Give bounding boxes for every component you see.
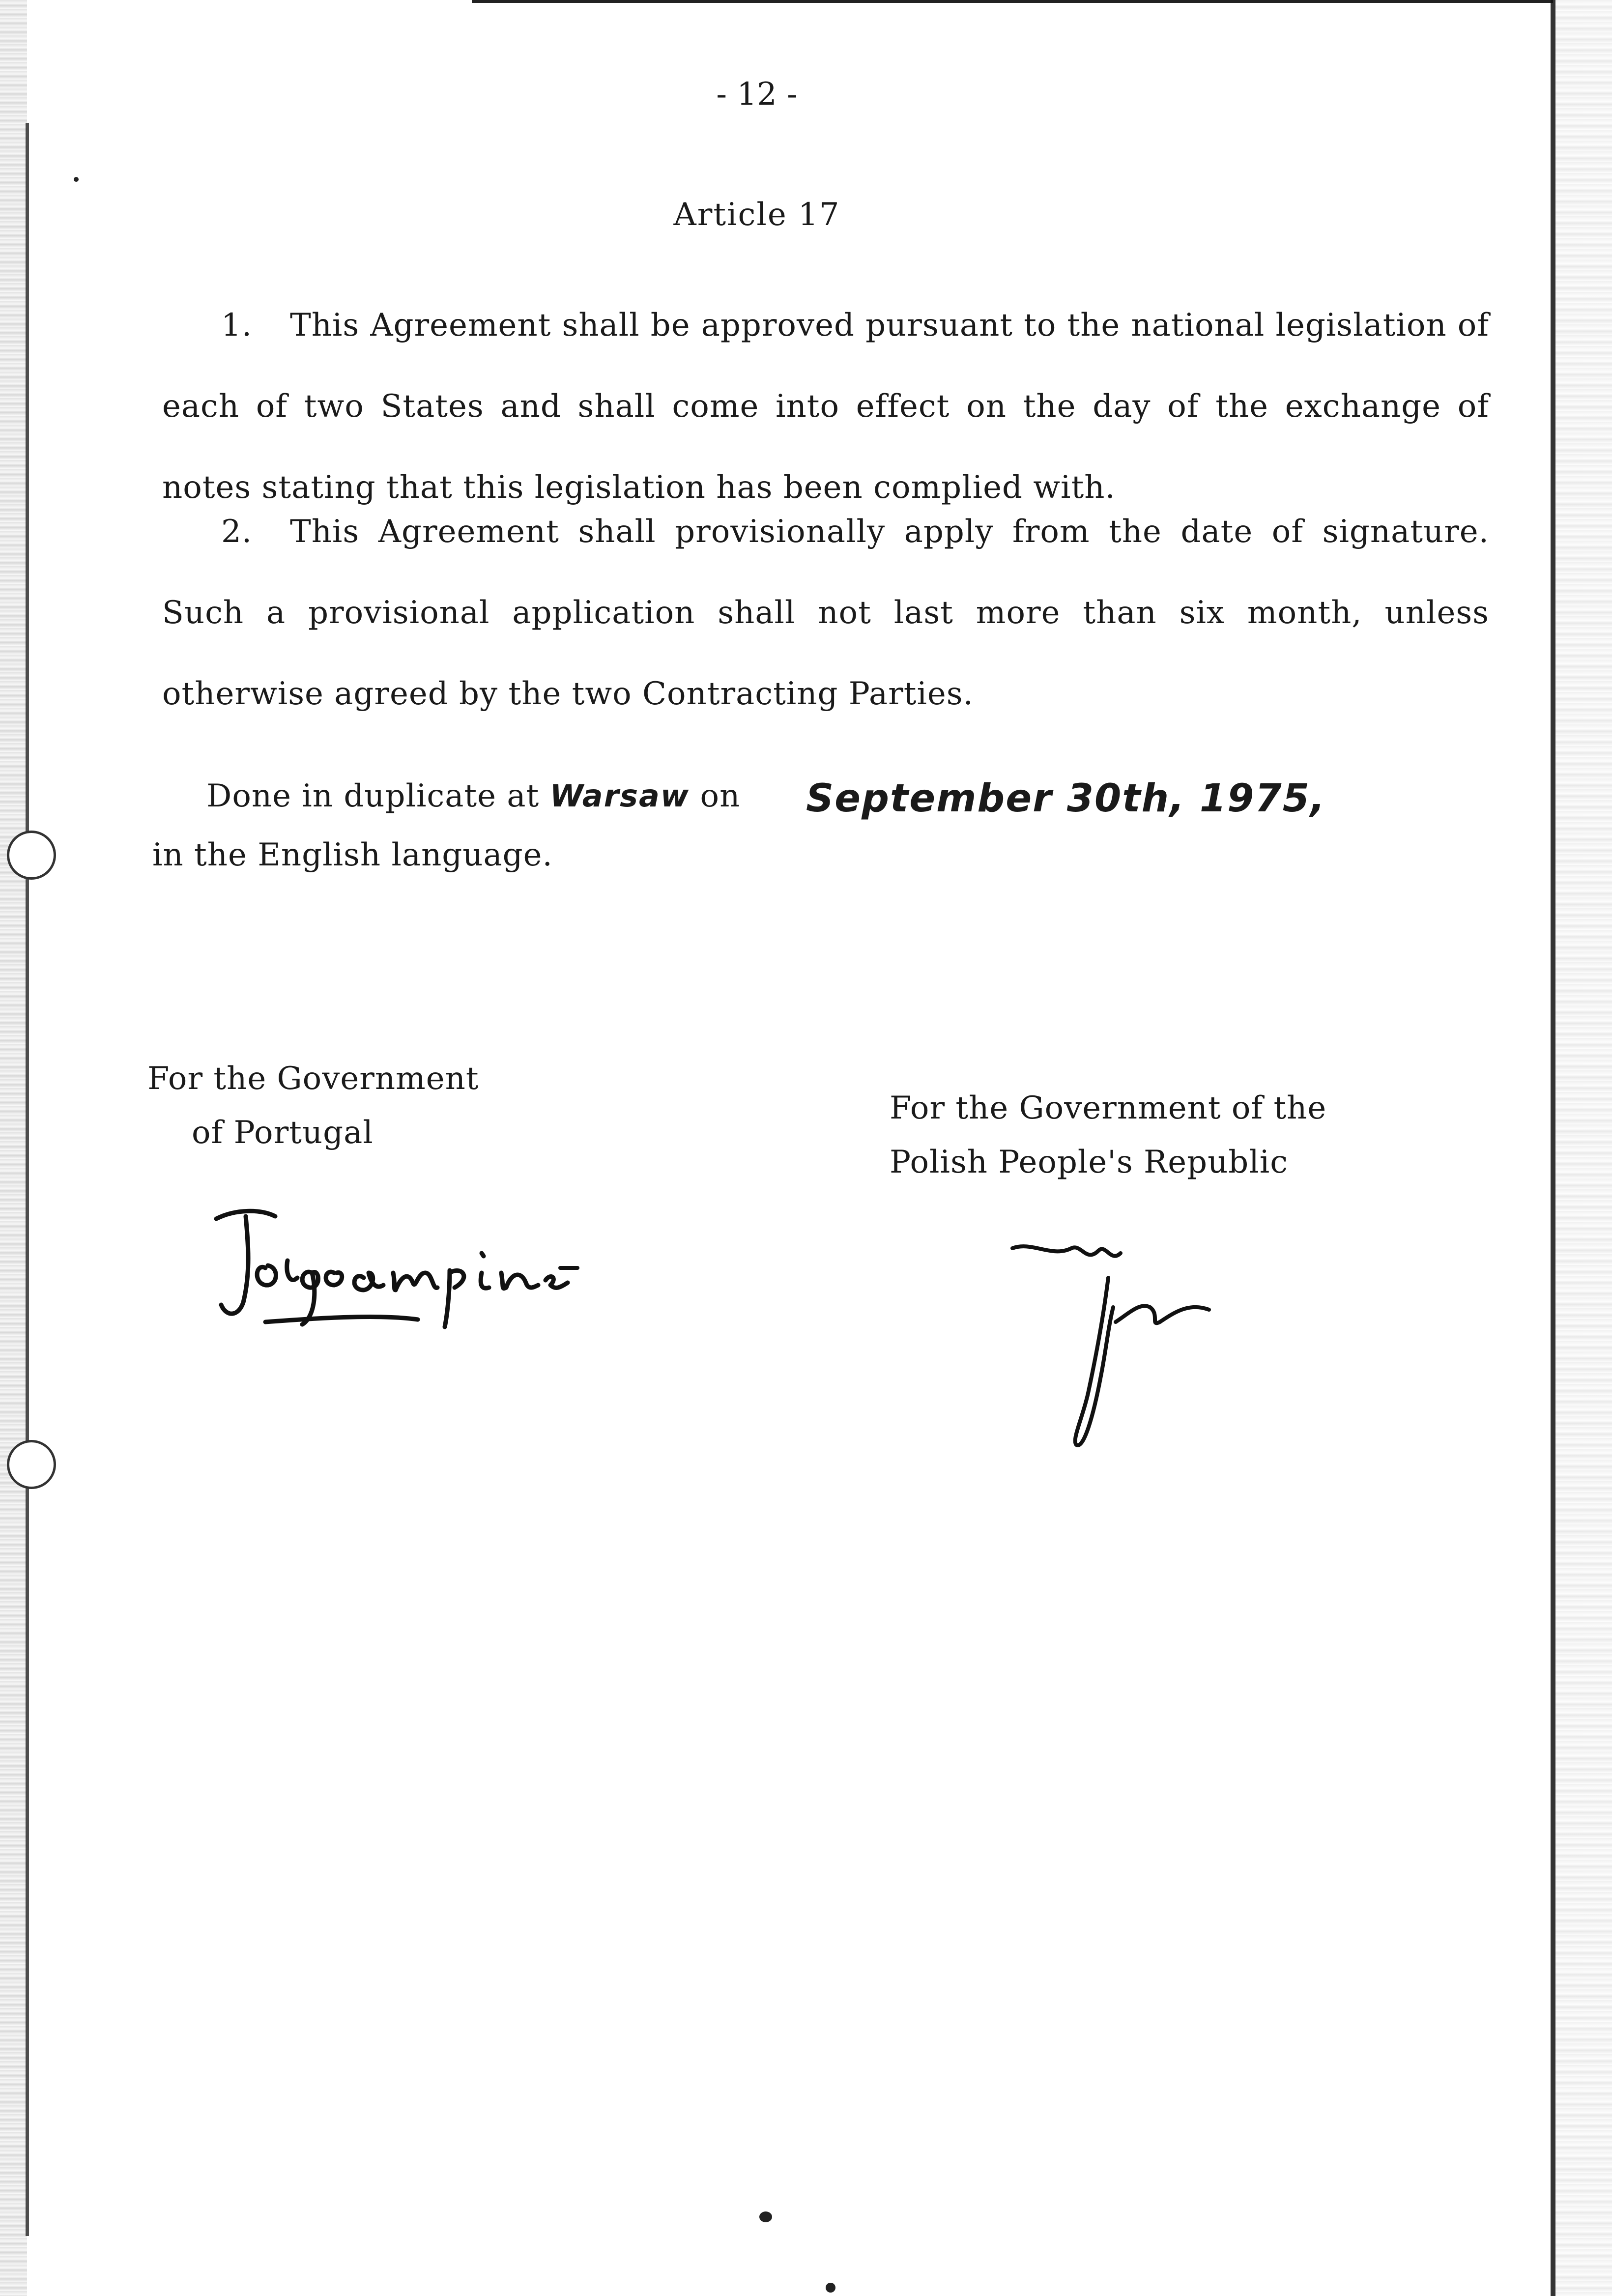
scan-speck — [74, 177, 79, 182]
paragraph-number: 1. — [221, 307, 253, 344]
page-edge-left — [26, 123, 29, 2236]
paragraph-text: This Agreement shall provisionally apply from the date of signature. Such a provisional application shall not last more than six month, unless otherwise agreed by the two Contracting Parties. — [162, 514, 1489, 712]
binder-hole — [7, 1440, 56, 1489]
binder-hole — [7, 831, 56, 880]
closing-language: in the English language. — [152, 837, 553, 873]
closing-statement — [152, 767, 742, 885]
signature-poland — [1003, 1229, 1258, 1460]
scan-speck — [759, 2211, 772, 2222]
scan-edge-right — [1555, 0, 1612, 2296]
paragraph-number: 2. — [221, 514, 253, 550]
page-edge-right — [1551, 0, 1555, 2296]
signature-portugal — [206, 1199, 580, 1347]
signatory-line: For the Government of the — [890, 1090, 1327, 1126]
signatory-portugal — [147, 1052, 479, 1160]
article-heading: Article 17 — [673, 197, 840, 233]
closing-text: on — [700, 778, 741, 814]
signatory-line: For the Government — [147, 1061, 479, 1097]
paragraph-text: This Agreement shall be approved pursuant to the national legislation of each of two States and shall come into effect on the day of the exchange of notes stating that this legislation has been complied with. — [162, 307, 1489, 506]
signatory-line: of Portugal — [192, 1115, 374, 1151]
page-edge-top — [472, 0, 1553, 3]
article-paragraph — [162, 491, 1489, 735]
scan-edge-left — [0, 0, 27, 2296]
closing-text: Done in duplicate at — [206, 778, 540, 814]
signatory-line: Polish People's Republic — [890, 1144, 1289, 1180]
signatory-poland — [890, 1081, 1326, 1189]
handwritten-place: Warsaw — [549, 778, 690, 814]
scan-speck — [826, 2283, 835, 2293]
handwritten-date: September 30th, 1975, — [806, 776, 1326, 821]
page-number: - 12 - — [716, 76, 798, 113]
